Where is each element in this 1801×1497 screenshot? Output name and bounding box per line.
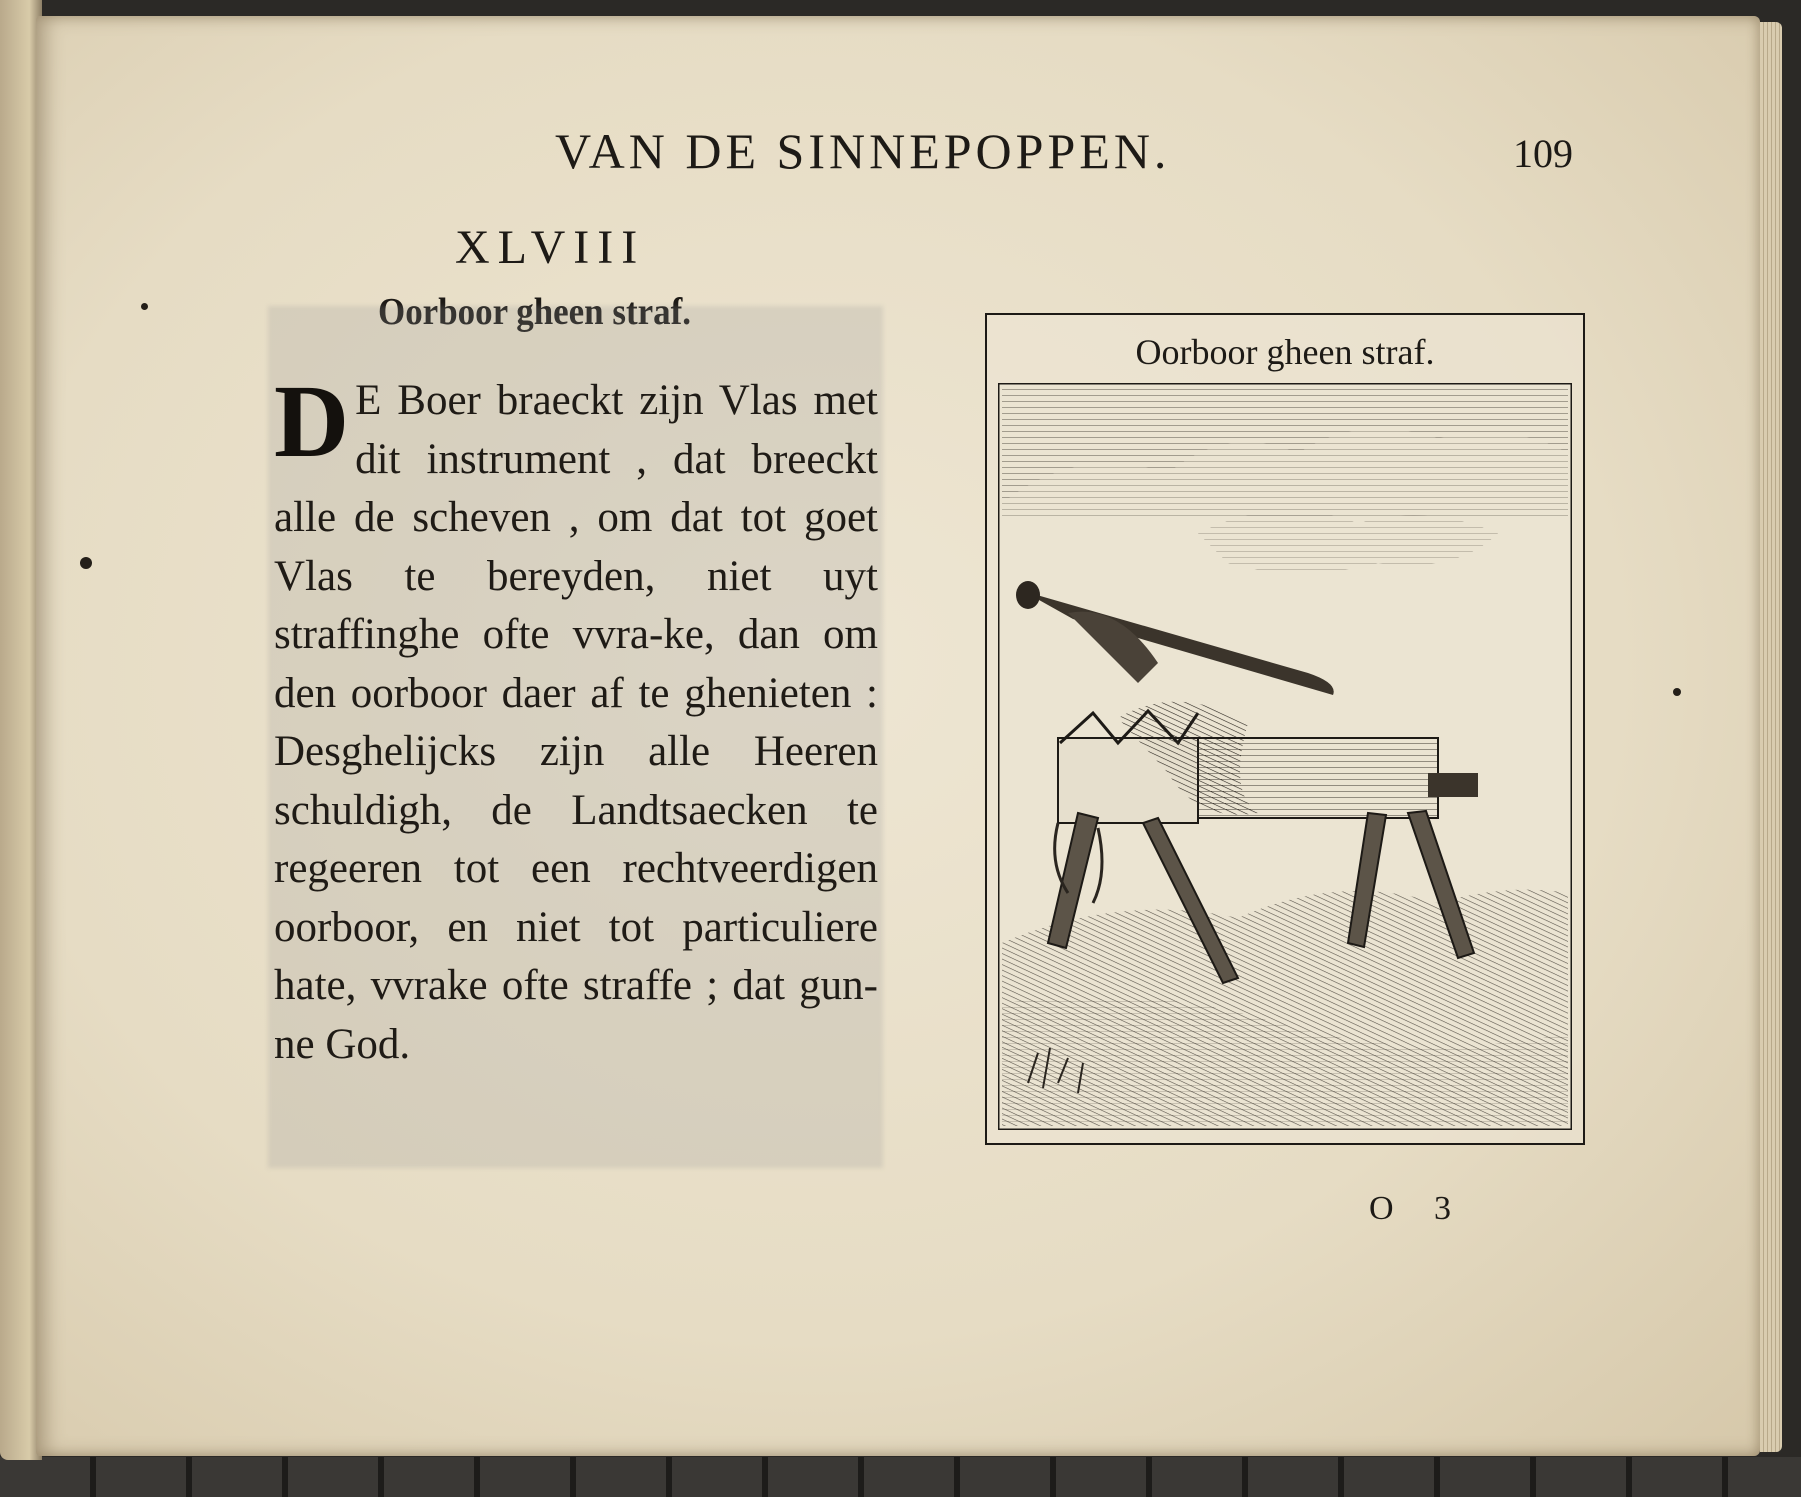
- page-stack-edges: [1760, 22, 1782, 1452]
- ground: [1002, 890, 1568, 1126]
- emblem-plate: [985, 313, 1585, 1145]
- foxing-spot: [1673, 688, 1681, 696]
- foxing-spot: [80, 557, 92, 569]
- running-head: VAN DE SINNEPOPPEN.: [555, 123, 1171, 179]
- emblem-number: XLVIII: [455, 221, 646, 274]
- flax-brake-engraving: [998, 383, 1572, 1130]
- plate-title: Oorboor gheen straf.: [1135, 332, 1435, 372]
- table-surface: [0, 1457, 1801, 1497]
- emblem-body-text: [274, 364, 878, 1074]
- foxing-spot: [141, 303, 148, 310]
- drop-cap: D: [274, 364, 350, 479]
- page-number: 109: [1513, 131, 1573, 176]
- emblem-body-text-content: E Boer braeckt zijn Vlas met dit instrument , dat breeckt alle de scheven , om dat tot goet Vlas te bereyden, niet uyt straffinghe ofte vvra-ke, dan om den oorboor daer af te ghenieten : Desghelijcks zijn alle Heeren schuldigh, de Landtsaecken te regeeren tot een rechtveerdigen oorboor, en niet tot particuliere hate, vvrake ofte straffe ; dat gun-ne God.: [274, 377, 878, 1068]
- emblem-motto: Oorboor gheen straf.: [378, 291, 691, 333]
- signature-mark: O 3: [1369, 1190, 1468, 1227]
